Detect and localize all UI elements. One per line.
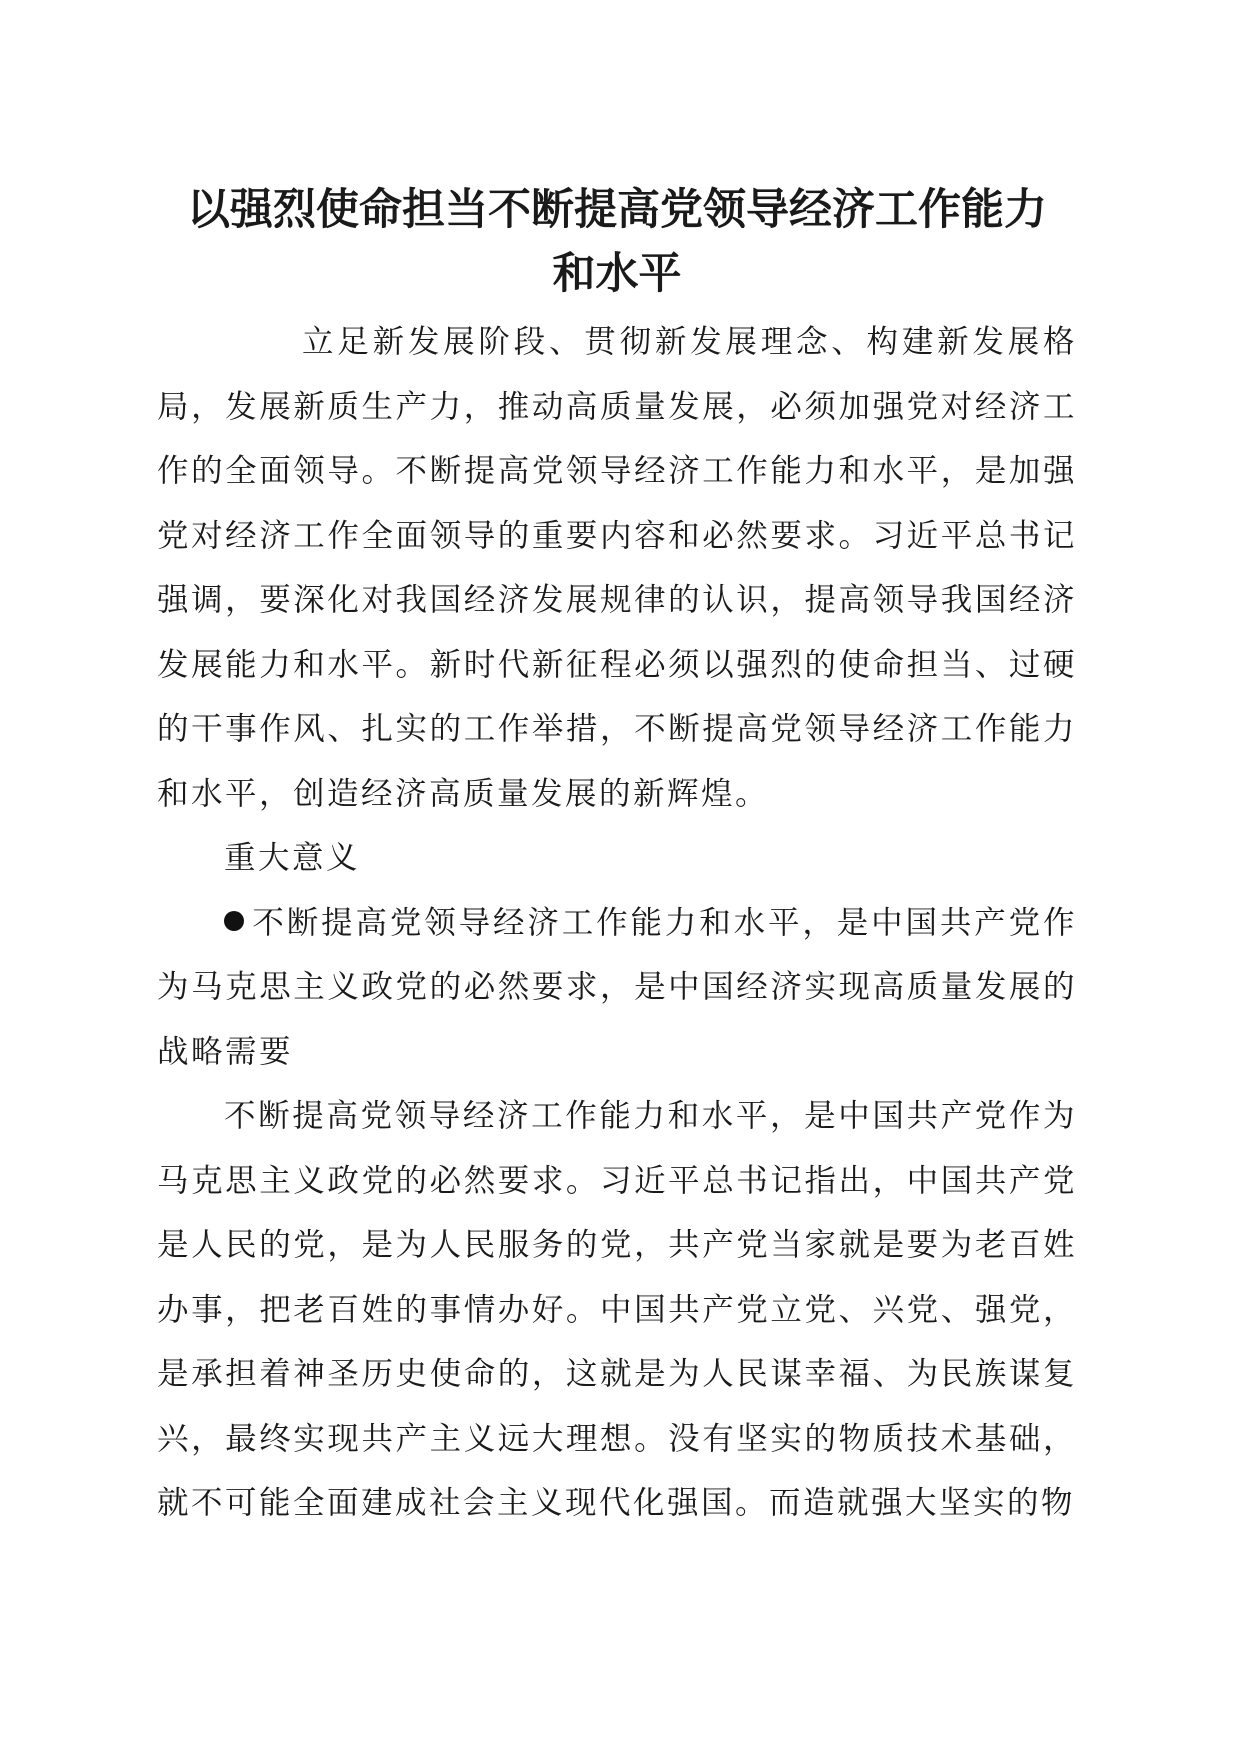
document-title [157,178,1077,306]
intro-paragraph: 立足新发展阶段、贯彻新发展理念、构建新发展格局，发展新质生产力，推动高质量发展，必须加强党对经济工作的全面领导。不断提高党领导经济工作能力和水平，是加强党对经济工作全面领导的重要内容和必然要求。习近平总书记强调，要深化对我国经济发展规律的认识，提高领导我国经济发展能力和水平。新时代新征程必须以强烈的使命担当、过硬的干事作风、扎实的工作举措，不断提高党领导经济工作能力和水平，创造经济高质量发展的新辉煌。 [157,324,1077,812]
bullet-text: 不断提高党领导经济工作能力和水平，是中国共产党作为马克思主义政党的必然要求，是中国经济实现高质量发展的战略需要 [157,904,1077,1070]
body-paragraph: 不断提高党领导经济工作能力和水平，是中国共产党作为马克思主义政党的必然要求。习近平总书记指出，中国共产党是人民的党，是为人民服务的党，共产党当家就是要为老百姓办事，把老百姓的事情办好。中国共产党立党、兴党、强党，是承担着神圣历史使命的，这就是为人民谋幸福、为民族谋复兴，最终实现共产主义远大理想。没有坚实的物质技术基础，就不可能全面建成社会主义现代化强国。而造就强大坚实的物 [157,1098,1077,1521]
bullet-paragraph [157,891,1077,1085]
document-content [157,178,1077,1536]
bullet-dot-icon [224,911,244,931]
title-line-2: 和水平 [552,249,682,299]
section-heading: 重大意义 [224,840,361,876]
title-line-1: 以强烈使命担当不断提高党领导经济工作能力 [187,185,1047,235]
